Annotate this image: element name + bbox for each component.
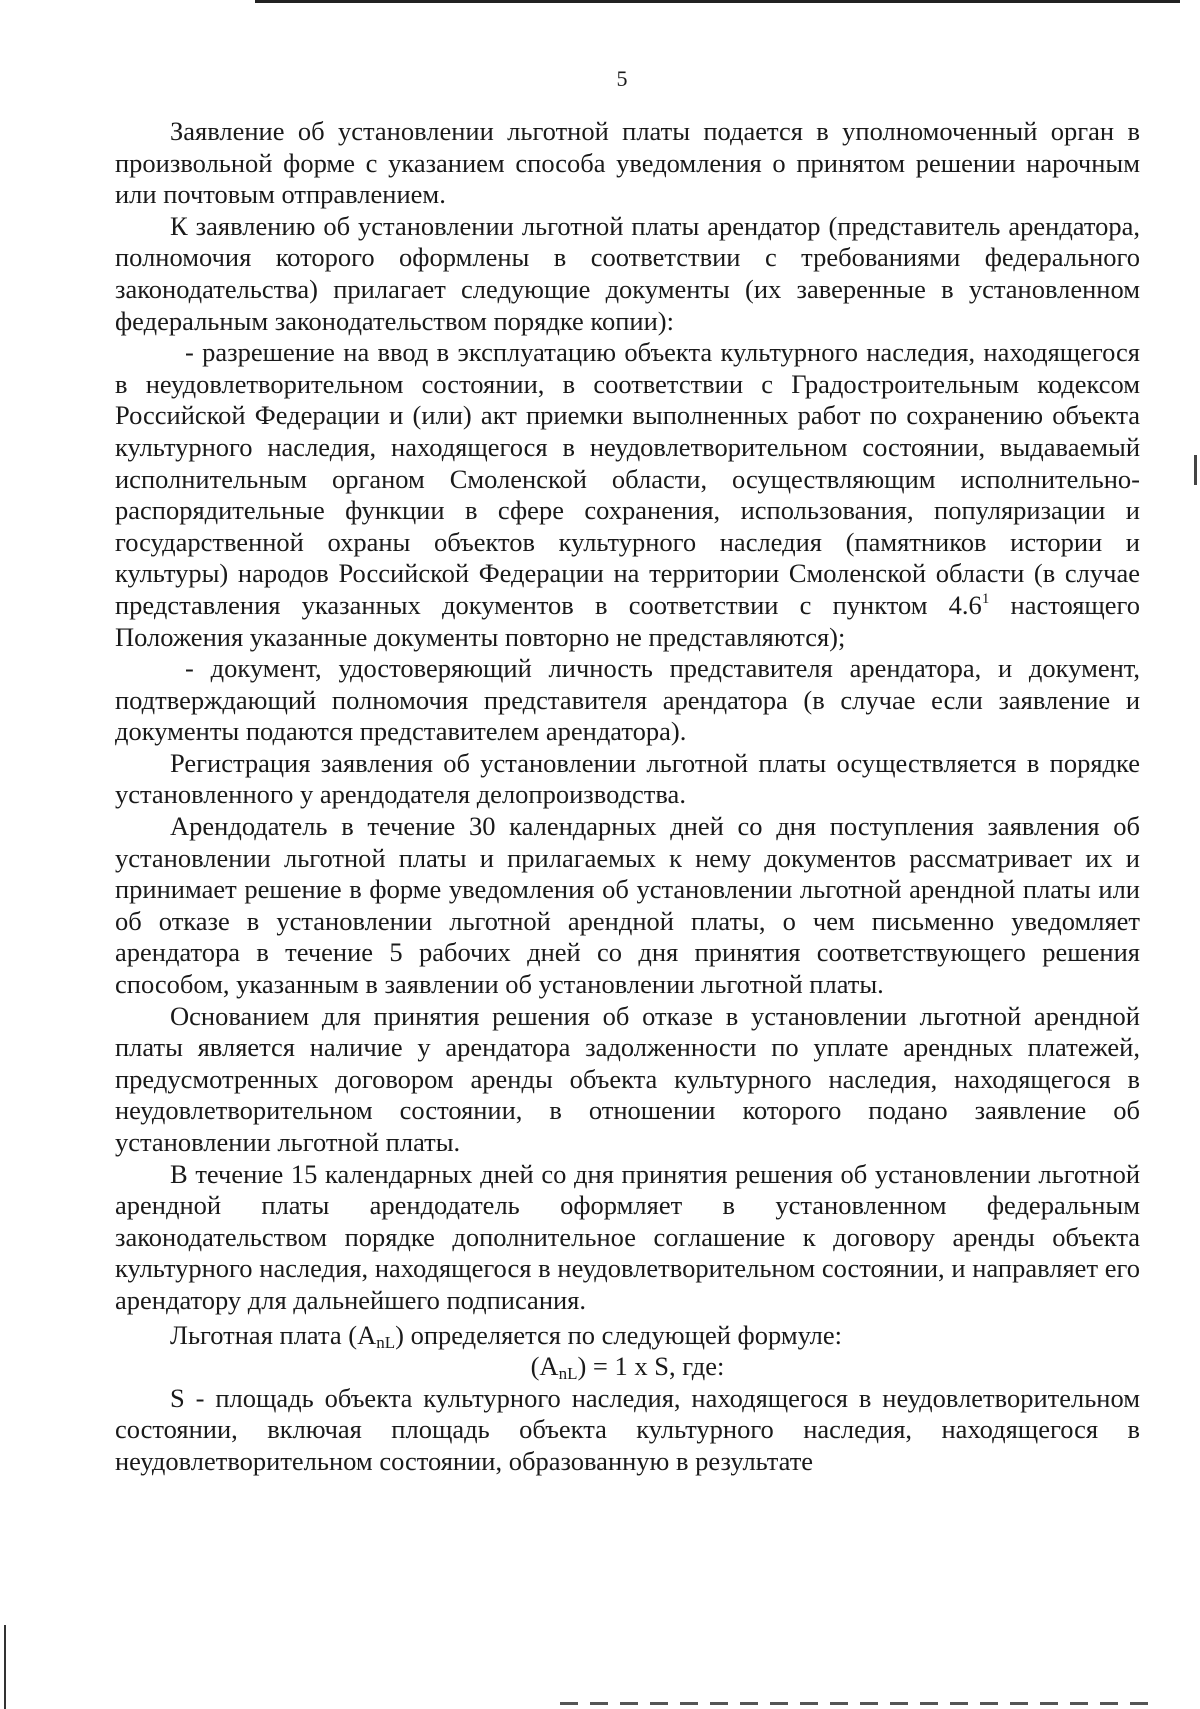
list-item-commissioning-permit [115, 337, 1140, 653]
formula [115, 1351, 1140, 1383]
superscript-footnote: 1 [981, 590, 990, 607]
paragraph-refusal-grounds: Основанием для принятия решения об отказе в установлении льготной арендной платы является наличие у арендатора задолженности по уплате арендных платежей, предусмотренных договором аренды объекта культурного наследия, находящегося в неудовлетворительном состоянии, в отношении которого подано заявление об установлении льготной платы. [115, 1000, 1140, 1157]
formula-open: (A [530, 1351, 559, 1382]
formula-intro-tail: ) определяется по следующей формуле: [395, 1319, 843, 1350]
paragraph-formula-intro [115, 1320, 1140, 1352]
paragraph-registration: Регистрация заявления об установлении льготной платы осуществляется в порядке установленного у арендодателя делопроизводства. [115, 747, 1140, 810]
paragraph-area-definition: S - площадь объекта культурного наследия, находящегося в неудовлетворительном состоянии, включая площадь объекта культурного наследия, находящегося в неудовлетворительном состоянии, образованную в результате [115, 1382, 1140, 1476]
list-item-identity-document: - документ, удостоверяющий личность представителя арендатора, и документ, подтверждающий полномочия представителя арендатора (в случае если заявление и документы подаются представителем арендатора). [115, 653, 1140, 747]
bottom-scan-dashes [560, 1702, 1160, 1705]
formula-intro-text: Льготная плата (A [170, 1319, 377, 1350]
document-body [115, 116, 1140, 1478]
list-item-commissioning-permit-tail: настоящего Положения указанные документы повторно не представляются); [115, 589, 1141, 652]
formula-intro-subscript: nL [376, 1332, 396, 1352]
paragraph-attached-documents: К заявлению об установлении льготной платы арендатор (представитель арендатора, полномочия которого оформлены в соответствии с требованиями федерального законодательства) прилагает следующие документы (их заверенные в установленном федеральным законодательством порядке копии): [115, 210, 1140, 336]
page-number: 5 [616, 66, 628, 91]
formula-rest: ) = 1 x S, где: [577, 1351, 725, 1382]
list-item-commissioning-permit-text: - разрешение на ввод в эксплуатацию объекта культурного наследия, находящегося в неудовлетворительном состоянии, в соответствии с Градостроительным кодексом Российской Федерации и (или) акт приемки выполненных работ по сохранению объекта культурного наследия, находящегося в неудовлетворительном состоянии, выдаваемый исполнительным органом Смоленской области, осуществляющим исполнительно-распорядительные функции в сфере сохранения, использования, популяризации и государственной охраны объектов культурного наследия (памятников истории и культуры) народов Российской Федерации на территории Смоленской области (в случае представления указанных документов в соответствии с пунктом 4.6 [115, 337, 1140, 620]
paragraph-application-form: Заявление об установлении льготной платы подается в уполномоченный орган в произвольной форме с указанием способа уведомления о принятом решении нарочным или почтовым отправлением. [115, 116, 1140, 210]
paragraph-supplementary-agreement: В течение 15 календарных дней со дня принятия решения об установлении льготной арендной платы арендодатель оформляет в установленном федеральным законодательством порядке дополнительное соглашение к договору аренды объекта культурного наследия, находящегося в неудовлетворительном состоянии, и направляет его арендатору для дальнейшего подписания. [115, 1158, 1140, 1315]
scan-edge-mark-right [1194, 455, 1197, 485]
scan-edge-mark-left [4, 1625, 6, 1709]
top-border-line [255, 0, 1180, 3]
formula-subscript: nL [558, 1364, 578, 1384]
paragraph-review-period: Арендодатель в течение 30 календарных дней со дня поступления заявления об установлении льготной платы и прилагаемых к нему документов рассматривает их и принимает решение в форме уведомления об установлении льготной арендной платы или об отказе в установлении льготной арендной платы, о чем письменно уведомляет арендатора в течение 5 рабочих дней со дня принятия соответствующего решения способом, указанным в заявлении об установлении льготной платы. [115, 811, 1140, 1000]
